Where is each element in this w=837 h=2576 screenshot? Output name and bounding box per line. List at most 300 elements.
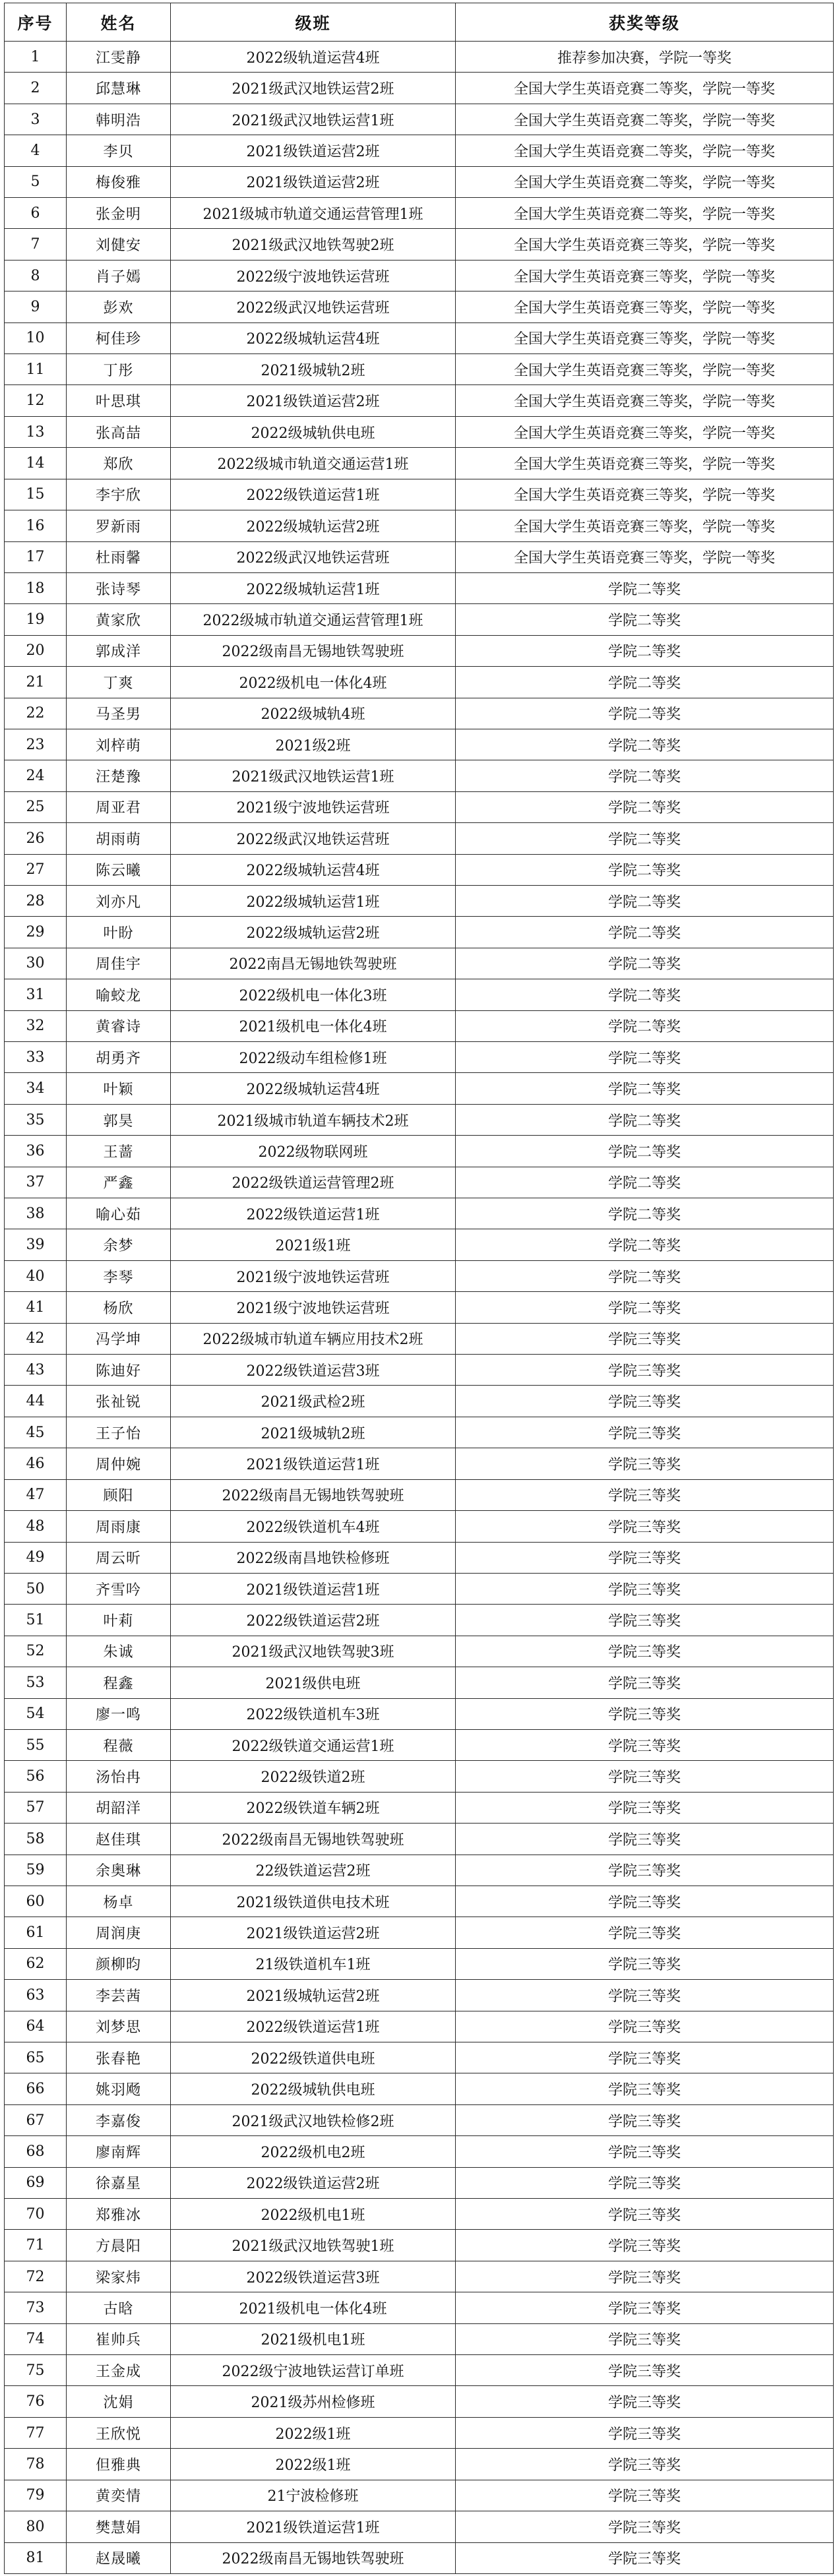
cell-name: 胡雨萌 [67,823,171,854]
cell-award: 学院三等奖 [456,1542,834,1573]
cell-index: 61 [5,1917,67,1948]
cell-name: 罗新雨 [67,510,171,541]
cell-name: 程薇 [67,1729,171,1760]
cell-name: 余奥琳 [67,1855,171,1886]
table-row [5,1104,834,1135]
cell-name: 叶盼 [67,917,171,948]
cell-award: 学院二等奖 [456,791,834,822]
cell-index: 17 [5,541,67,572]
cell-class: 2022级1班 [171,2417,456,2448]
cell-award: 学院二等奖 [456,572,834,603]
cell-name: 喻蛟龙 [67,979,171,1010]
cell-class: 2021级铁道运营1班 [171,1573,456,1604]
table-row [5,760,834,791]
cell-index: 80 [5,2511,67,2542]
cell-index: 45 [5,1417,67,1448]
cell-index: 26 [5,823,67,854]
cell-class: 2021级宁波地铁运营班 [171,1292,456,1323]
table-row [5,1855,834,1886]
cell-class: 2021级铁道运营2班 [171,135,456,166]
cell-name: 王蔷 [67,1136,171,1167]
table-row [5,135,834,166]
cell-class: 2021级武汉地铁运营2班 [171,73,456,104]
cell-class: 2022级铁道运营1班 [171,1198,456,1229]
cell-class: 2021级宁波地铁运营班 [171,1260,456,1291]
table-row [5,1136,834,1167]
cell-class: 2021级机电一体化4班 [171,2292,456,2323]
cell-name: 方晨阳 [67,2230,171,2261]
table-row [5,1479,834,1510]
table-row [5,1729,834,1760]
cell-class: 2022级机电一体化4班 [171,667,456,698]
cell-name: 周润庚 [67,1917,171,1948]
table-row [5,1917,834,1948]
cell-class: 2022级南昌无锡地铁驾驶班 [171,1479,456,1510]
cell-name: 叶莉 [67,1605,171,1636]
cell-award: 学院二等奖 [456,854,834,885]
cell-award: 学院二等奖 [456,823,834,854]
cell-award: 学院二等奖 [456,1010,834,1041]
cell-index: 79 [5,2480,67,2511]
cell-award: 学院二等奖 [456,667,834,698]
cell-class: 2021级武检2班 [171,1386,456,1417]
cell-name: 沈娟 [67,2386,171,2417]
cell-index: 1 [5,42,67,73]
table-row [5,2261,834,2292]
table-row [5,917,834,948]
cell-name: 张金明 [67,198,171,229]
cell-name: 张高喆 [67,416,171,447]
table-row [5,2104,834,2135]
cell-class: 2022级南昌地铁检修班 [171,1542,456,1573]
cell-class: 2022级南昌无锡地铁驾驶班 [171,635,456,666]
cell-award: 全国大学生英语竞赛三等奖，学院一等奖 [456,385,834,416]
cell-award: 学院二等奖 [456,1042,834,1073]
cell-award: 学院三等奖 [456,1386,834,1417]
table-row [5,572,834,603]
table-row [5,448,834,479]
table-row [5,1355,834,1386]
table-row [5,948,834,979]
table-row [5,166,834,197]
cell-class: 2022级机电一体化3班 [171,979,456,1010]
cell-award: 全国大学生英语竞赛三等奖，学院一等奖 [456,510,834,541]
cell-name: 胡勇齐 [67,1042,171,1073]
cell-name: 丁爽 [67,667,171,698]
table-row [5,229,834,260]
cell-award: 学院三等奖 [456,2167,834,2198]
cell-index: 43 [5,1355,67,1386]
cell-name: 顾阳 [67,1479,171,1510]
table-row [5,1636,834,1667]
cell-award: 全国大学生英语竞赛二等奖，学院一等奖 [456,135,834,166]
cell-award: 学院二等奖 [456,1292,834,1323]
cell-award: 全国大学生英语竞赛三等奖，学院一等奖 [456,322,834,353]
cell-name: 樊慧娟 [67,2511,171,2542]
cell-index: 46 [5,1448,67,1479]
cell-name: 刘亦凡 [67,885,171,916]
cell-class: 2021级城市轨道车辆技术2班 [171,1104,456,1135]
cell-name: 邱慧琳 [67,73,171,104]
cell-index: 40 [5,1260,67,1291]
cell-class: 2022级铁道运营3班 [171,1355,456,1386]
cell-award: 学院二等奖 [456,1260,834,1291]
cell-award: 学院三等奖 [456,2417,834,2448]
cell-index: 13 [5,416,67,447]
cell-class: 2022级城轨运营4班 [171,854,456,885]
cell-index: 41 [5,1292,67,1323]
cell-class: 2021级铁道运营2班 [171,166,456,197]
cell-index: 47 [5,1479,67,1510]
cell-class: 2022级1班 [171,2449,456,2480]
cell-name: 刘健安 [67,229,171,260]
cell-award: 全国大学生英语竞赛三等奖，学院一等奖 [456,416,834,447]
cell-name: 郑雅冰 [67,2199,171,2230]
cell-name: 周雨康 [67,1511,171,1542]
cell-name: 古晗 [67,2292,171,2323]
cell-name: 李嘉俊 [67,2104,171,2135]
cell-name: 张诗琴 [67,572,171,603]
table-row [5,2417,834,2448]
cell-class: 2021级供电班 [171,1667,456,1698]
cell-name: 胡韶洋 [67,1792,171,1823]
cell-index: 42 [5,1323,67,1354]
table-row [5,1792,834,1823]
cell-index: 19 [5,604,67,635]
cell-class: 2022级城轨供电班 [171,2073,456,2104]
table-row [5,2542,834,2573]
cell-award: 全国大学生英语竞赛三等奖，学院一等奖 [456,354,834,385]
cell-class: 22级铁道运营2班 [171,1855,456,1886]
cell-award: 学院二等奖 [456,604,834,635]
cell-name: 黄家欣 [67,604,171,635]
header-name: 姓名 [67,3,171,42]
cell-name: 江雯静 [67,42,171,73]
cell-class: 2021级机电1班 [171,2323,456,2354]
cell-index: 24 [5,760,67,791]
cell-award: 学院三等奖 [456,1948,834,1979]
cell-award: 学院二等奖 [456,979,834,1010]
table-row [5,2355,834,2386]
cell-index: 48 [5,1511,67,1542]
table-row [5,1229,834,1260]
cell-class: 2022级宁波地铁运营班 [171,260,456,291]
header-row [5,3,834,42]
cell-name: 叶颖 [67,1073,171,1104]
cell-award: 全国大学生英语竞赛三等奖，学院一等奖 [456,229,834,260]
cell-index: 14 [5,448,67,479]
cell-index: 3 [5,104,67,135]
cell-index: 6 [5,198,67,229]
table-row [5,2042,834,2073]
cell-class: 2021级铁道运营2班 [171,385,456,416]
cell-index: 21 [5,667,67,698]
table-row [5,854,834,885]
cell-name: 王子怡 [67,1417,171,1448]
cell-index: 38 [5,1198,67,1229]
cell-index: 12 [5,385,67,416]
cell-name: 郑欣 [67,448,171,479]
cell-name: 陈云曦 [67,854,171,885]
cell-index: 67 [5,2104,67,2135]
cell-index: 23 [5,729,67,760]
table-body [5,42,834,2574]
cell-name: 彭欢 [67,291,171,322]
cell-award: 学院三等奖 [456,2542,834,2573]
table-row [5,1292,834,1323]
cell-class: 2022级宁波地铁运营订单班 [171,2355,456,2386]
table-row [5,2323,834,2354]
cell-name: 肖子嫣 [67,260,171,291]
cell-award: 学院三等奖 [456,2199,834,2230]
table-row [5,791,834,822]
cell-class: 2022级铁道运营管理2班 [171,1167,456,1198]
cell-award: 学院三等奖 [456,2073,834,2104]
table-row [5,823,834,854]
table-row [5,2073,834,2104]
cell-index: 70 [5,2199,67,2230]
table-row [5,979,834,1010]
cell-name: 姚羽飏 [67,2073,171,2104]
cell-award: 学院三等奖 [456,2511,834,2542]
cell-class: 2021级苏州检修班 [171,2386,456,2417]
table-header [5,3,834,42]
cell-class: 2022级城市轨道交通运营管理1班 [171,604,456,635]
cell-class: 2022级机电1班 [171,2199,456,2230]
cell-award: 学院三等奖 [456,1605,834,1636]
cell-index: 59 [5,1855,67,1886]
cell-class: 2022南昌无锡地铁驾驶班 [171,948,456,979]
cell-index: 62 [5,1948,67,1979]
cell-award: 全国大学生英语竞赛二等奖，学院一等奖 [456,198,834,229]
cell-award: 学院三等奖 [456,2355,834,2386]
cell-index: 69 [5,2167,67,2198]
cell-award: 学院二等奖 [456,729,834,760]
cell-class: 2021级宁波地铁运营班 [171,791,456,822]
table-row [5,322,834,353]
cell-name: 杨卓 [67,1886,171,1917]
cell-index: 57 [5,1792,67,1823]
cell-class: 2022级城轨运营1班 [171,885,456,916]
cell-index: 63 [5,1980,67,2011]
cell-index: 52 [5,1636,67,1667]
cell-index: 35 [5,1104,67,1135]
cell-class: 2021级城轨2班 [171,354,456,385]
table-row [5,2136,834,2167]
cell-class: 21级铁道机车1班 [171,1948,456,1979]
cell-name: 郭昊 [67,1104,171,1135]
cell-award: 全国大学生英语竞赛二等奖，学院一等奖 [456,166,834,197]
cell-index: 4 [5,135,67,166]
table-row [5,479,834,510]
cell-class: 2022级铁道供电班 [171,2042,456,2073]
cell-index: 32 [5,1010,67,1041]
cell-name: 刘梦思 [67,2011,171,2042]
cell-name: 崔帅兵 [67,2323,171,2354]
cell-class: 2021级铁道运营2班 [171,1917,456,1948]
cell-class: 2021级机电一体化4班 [171,1010,456,1041]
cell-name: 张春艳 [67,2042,171,2073]
cell-class: 2021级城轨2班 [171,1417,456,1448]
cell-name: 周仲婉 [67,1448,171,1479]
cell-name: 周佳宇 [67,948,171,979]
cell-award: 全国大学生英语竞赛三等奖，学院一等奖 [456,291,834,322]
cell-class: 2022级机电2班 [171,2136,456,2167]
table-row [5,2511,834,2542]
table-row [5,104,834,135]
cell-index: 58 [5,1824,67,1855]
cell-award: 学院三等奖 [456,2449,834,2480]
cell-name: 朱诚 [67,1636,171,1667]
cell-index: 10 [5,322,67,353]
cell-class: 2022级武汉地铁运营班 [171,823,456,854]
table-row [5,2480,834,2511]
cell-class: 2022级南昌无锡地铁驾驶班 [171,1824,456,1855]
cell-award: 学院三等奖 [456,1323,834,1354]
cell-award: 学院二等奖 [456,1104,834,1135]
cell-award: 全国大学生英语竞赛二等奖，学院一等奖 [456,73,834,104]
cell-name: 颜柳昀 [67,1948,171,1979]
cell-index: 49 [5,1542,67,1573]
table-row [5,1667,834,1698]
cell-award: 全国大学生英语竞赛三等奖，学院一等奖 [456,479,834,510]
award-table [4,3,834,2574]
cell-award: 学院三等奖 [456,1886,834,1917]
table-row [5,1605,834,1636]
cell-index: 39 [5,1229,67,1260]
table-row [5,198,834,229]
cell-name: 丁彤 [67,354,171,385]
cell-index: 53 [5,1667,67,1698]
cell-award: 推荐参加决赛，学院一等奖 [456,42,834,73]
cell-award: 学院三等奖 [456,1448,834,1479]
cell-class: 2021级武汉地铁驾驶1班 [171,2230,456,2261]
table-row [5,1073,834,1104]
cell-award: 学院三等奖 [456,2230,834,2261]
cell-award: 学院三等奖 [456,1824,834,1855]
cell-index: 25 [5,791,67,822]
table-row [5,510,834,541]
cell-name: 赵晟曦 [67,2542,171,2573]
table-row [5,1167,834,1198]
cell-class: 2022级铁道运营1班 [171,479,456,510]
table-row [5,604,834,635]
cell-index: 71 [5,2230,67,2261]
cell-award: 学院三等奖 [456,1636,834,1667]
cell-class: 2022级铁道运营2班 [171,1605,456,1636]
cell-index: 9 [5,291,67,322]
cell-award: 学院二等奖 [456,917,834,948]
table-row [5,1980,834,2011]
cell-class: 2022级铁道运营1班 [171,2011,456,2042]
cell-award: 学院二等奖 [456,948,834,979]
table-row [5,2199,834,2230]
cell-index: 50 [5,1573,67,1604]
table-row [5,1761,834,1792]
table-row [5,73,834,104]
cell-name: 杨欣 [67,1292,171,1323]
cell-index: 74 [5,2323,67,2354]
cell-index: 8 [5,260,67,291]
cell-index: 5 [5,166,67,197]
cell-class: 2022级城轨供电班 [171,416,456,447]
table-row [5,291,834,322]
cell-class: 2022级物联网班 [171,1136,456,1167]
cell-class: 2021级1班 [171,1229,456,1260]
cell-class: 2022级城轨运营4班 [171,1073,456,1104]
cell-award: 学院三等奖 [456,1573,834,1604]
cell-award: 全国大学生英语竞赛二等奖，学院一等奖 [456,104,834,135]
cell-name: 余梦 [67,1229,171,1260]
cell-award: 全国大学生英语竞赛三等奖，学院一等奖 [456,260,834,291]
cell-index: 78 [5,2449,67,2480]
cell-award: 学院二等奖 [456,1229,834,1260]
cell-name: 柯佳珍 [67,322,171,353]
cell-name: 汪楚豫 [67,760,171,791]
cell-class: 2021级铁道运营1班 [171,2511,456,2542]
cell-index: 73 [5,2292,67,2323]
cell-award: 学院三等奖 [456,1792,834,1823]
cell-index: 60 [5,1886,67,1917]
cell-award: 全国大学生英语竞赛三等奖，学院一等奖 [456,541,834,572]
table-row [5,2011,834,2042]
cell-index: 56 [5,1761,67,1792]
cell-index: 65 [5,2042,67,2073]
cell-name: 程鑫 [67,1667,171,1698]
table-row [5,1448,834,1479]
cell-name: 汤怡冉 [67,1761,171,1792]
table-row [5,2449,834,2480]
cell-index: 7 [5,229,67,260]
cell-award: 学院三等奖 [456,2261,834,2292]
cell-class: 2021级铁道供电技术班 [171,1886,456,1917]
cell-name: 但雅典 [67,2449,171,2480]
cell-award: 学院三等奖 [456,1980,834,2011]
cell-name: 梅俊雅 [67,166,171,197]
cell-class: 2021级武汉地铁检修2班 [171,2104,456,2135]
cell-award: 学院二等奖 [456,885,834,916]
cell-award: 学院三等奖 [456,2136,834,2167]
cell-award: 学院三等奖 [456,1855,834,1886]
cell-award: 学院三等奖 [456,2042,834,2073]
table-row [5,1010,834,1041]
cell-class: 2022级武汉地铁运营班 [171,541,456,572]
cell-index: 76 [5,2386,67,2417]
cell-class: 2022级铁道运营2班 [171,2167,456,2198]
table-row [5,1573,834,1604]
cell-class: 2022级城轨4班 [171,698,456,729]
cell-index: 18 [5,572,67,603]
table-row [5,416,834,447]
cell-name: 严鑫 [67,1167,171,1198]
cell-award: 学院二等奖 [456,1073,834,1104]
cell-award: 学院三等奖 [456,2104,834,2135]
cell-index: 30 [5,948,67,979]
cell-name: 叶思琪 [67,385,171,416]
header-class: 级班 [171,3,456,42]
cell-name: 韩明浩 [67,104,171,135]
cell-index: 33 [5,1042,67,1073]
cell-award: 学院二等奖 [456,1198,834,1229]
cell-class: 2022级城轨运营2班 [171,510,456,541]
table-row [5,385,834,416]
table-row [5,1511,834,1542]
cell-index: 54 [5,1698,67,1729]
table-row [5,698,834,729]
cell-name: 李贝 [67,135,171,166]
cell-name: 张祉锐 [67,1386,171,1417]
table-row [5,1386,834,1417]
